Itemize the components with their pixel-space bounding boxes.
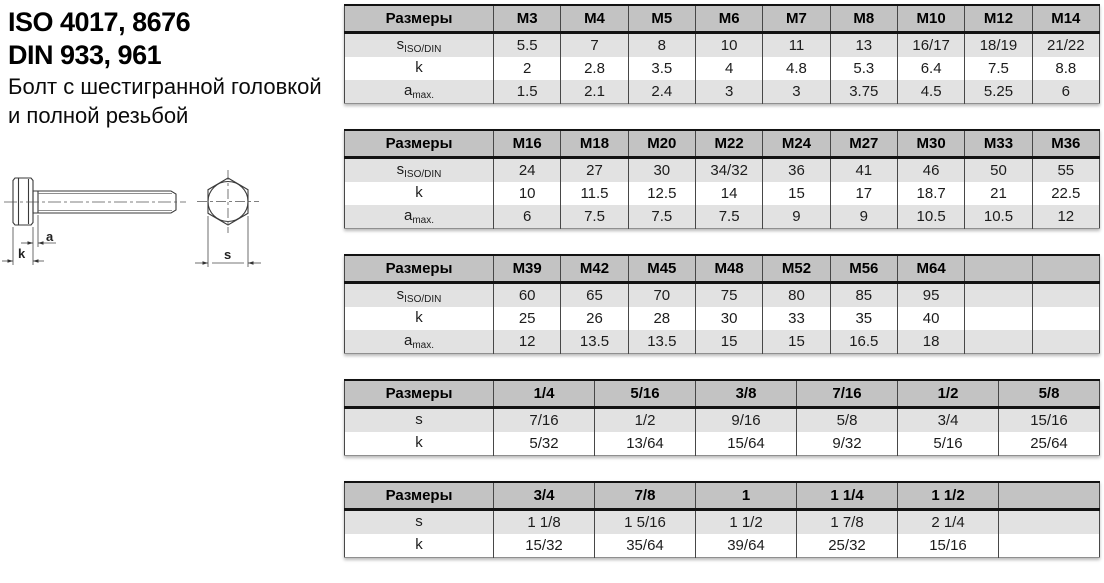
value-cell: 15 [763, 330, 830, 354]
size-column-header: 1 1/4 [797, 482, 898, 510]
value-cell: 8 [628, 33, 695, 58]
dimension-label-s: s [224, 247, 232, 262]
value-cell: 7.5 [695, 205, 762, 229]
table-row [345, 330, 1100, 354]
value-cell: 18.7 [897, 182, 964, 205]
row-label-cell [345, 432, 494, 456]
value-cell: 2 1/4 [898, 510, 999, 535]
size-column-header: 3/4 [494, 482, 595, 510]
value-cell: 18/19 [965, 33, 1032, 58]
dimension-table-1 [344, 4, 1100, 104]
size-column-header: M8 [830, 5, 897, 33]
size-column-header [965, 255, 1032, 283]
value-cell: 30 [695, 307, 762, 330]
value-cell: 12 [494, 330, 561, 354]
value-cell: 25/32 [797, 534, 898, 558]
row-label-symbol: s [415, 513, 423, 530]
row-label-cell [345, 33, 494, 58]
value-cell [1032, 307, 1099, 330]
table-row [345, 432, 1100, 456]
value-cell: 6 [494, 205, 561, 229]
row-label-symbol: s [396, 36, 405, 53]
value-cell: 7.5 [628, 205, 695, 229]
head-centerlines [197, 170, 259, 233]
value-cell: 28 [628, 307, 695, 330]
row-label-cell [345, 182, 494, 205]
value-cell: 9/32 [797, 432, 898, 456]
value-cell: 22.5 [1032, 182, 1099, 205]
table-row [345, 158, 1100, 183]
size-column-header: M16 [494, 130, 561, 158]
value-cell: 15/16 [999, 408, 1100, 433]
value-cell: 33 [763, 307, 830, 330]
value-cell: 80 [763, 283, 830, 308]
table-row [345, 57, 1100, 80]
value-cell: 7.5 [561, 205, 628, 229]
value-cell: 7/16 [494, 408, 595, 433]
size-column-header: 7/8 [595, 482, 696, 510]
value-cell: 16/17 [897, 33, 964, 58]
value-cell: 14 [695, 182, 762, 205]
value-cell: 1 7/8 [797, 510, 898, 535]
value-cell: 2 [494, 57, 561, 80]
value-cell [965, 330, 1032, 354]
value-cell: 1 1/2 [696, 510, 797, 535]
value-cell: 70 [628, 283, 695, 308]
value-cell: 12 [1032, 205, 1099, 229]
row-label-symbol: s [415, 411, 423, 428]
table-row [345, 182, 1100, 205]
value-cell: 6.4 [897, 57, 964, 80]
value-cell: 5/32 [494, 432, 595, 456]
sizes-header-cell: Размеры [345, 380, 494, 408]
size-column-header: M20 [628, 130, 695, 158]
value-cell: 10 [494, 182, 561, 205]
value-cell: 13/64 [595, 432, 696, 456]
value-cell: 30 [628, 158, 695, 183]
standard-iso-title: ISO 4017, 8676 [8, 7, 191, 37]
table-row [345, 534, 1100, 558]
value-cell: 9/16 [696, 408, 797, 433]
value-cell: 12.5 [628, 182, 695, 205]
product-description-line1: Болт с шестигранной головкой [8, 74, 322, 99]
size-column-header: 1/4 [494, 380, 595, 408]
row-label-symbol: a [403, 82, 413, 99]
value-cell: 15/32 [494, 534, 595, 558]
size-column-header: 3/8 [696, 380, 797, 408]
value-cell: 1/2 [595, 408, 696, 433]
dimension-label-k: k [18, 246, 26, 261]
sizes-header-cell: Размеры [345, 255, 494, 283]
table-row [345, 205, 1100, 229]
value-cell: 15/16 [898, 534, 999, 558]
value-cell: 10.5 [965, 205, 1032, 229]
value-cell: 5.5 [494, 33, 561, 58]
size-column-header: M39 [494, 255, 561, 283]
table-row [345, 307, 1100, 330]
value-cell: 16.5 [830, 330, 897, 354]
row-label-cell [345, 330, 494, 354]
value-cell: 11.5 [561, 182, 628, 205]
table-row [345, 283, 1100, 308]
size-column-header: M30 [897, 130, 964, 158]
size-column-header: M42 [561, 255, 628, 283]
row-label-symbol: a [403, 332, 413, 349]
value-cell: 41 [830, 158, 897, 183]
value-cell: 4 [695, 57, 762, 80]
value-cell: 3.75 [830, 80, 897, 104]
value-cell: 3.5 [628, 57, 695, 80]
bolt-technical-drawing [0, 166, 280, 286]
value-cell: 75 [695, 283, 762, 308]
value-cell: 2.1 [561, 80, 628, 104]
value-cell [965, 283, 1032, 308]
dimension-table-4 [344, 379, 1100, 456]
row-label-cell [345, 510, 494, 535]
value-cell: 13.5 [561, 330, 628, 354]
row-label-cell [345, 307, 494, 330]
row-label-subscript: ISO/DIN [404, 294, 442, 305]
value-cell: 7 [561, 33, 628, 58]
value-cell: 21 [965, 182, 1032, 205]
size-column-header: M6 [695, 5, 762, 33]
size-column-header: M12 [965, 5, 1032, 33]
value-cell: 35/64 [595, 534, 696, 558]
value-cell: 15/64 [696, 432, 797, 456]
size-column-header [1032, 255, 1099, 283]
row-label-symbol: s [396, 286, 405, 303]
value-cell [965, 307, 1032, 330]
standard-din-title: DIN 933, 961 [8, 40, 162, 70]
value-cell: 3/4 [898, 408, 999, 433]
size-column-header: M3 [494, 5, 561, 33]
row-label-cell [345, 283, 494, 308]
row-label-symbol: k [415, 309, 423, 326]
row-label-subscript: max. [412, 340, 434, 351]
dimension-table-5 [344, 481, 1100, 558]
row-label-symbol: k [415, 536, 423, 553]
row-label-subscript: ISO/DIN [404, 44, 442, 55]
value-cell: 5/8 [797, 408, 898, 433]
value-cell: 8.8 [1032, 57, 1099, 80]
size-column-header: 5/8 [999, 380, 1100, 408]
value-cell: 9 [830, 205, 897, 229]
value-cell: 5.3 [830, 57, 897, 80]
value-cell [999, 534, 1100, 558]
table-row [345, 33, 1100, 58]
size-column-header: M36 [1032, 130, 1099, 158]
value-cell: 4.8 [763, 57, 830, 80]
value-cell [999, 510, 1100, 535]
size-column-header [999, 482, 1100, 510]
value-cell: 46 [897, 158, 964, 183]
value-cell: 5/16 [898, 432, 999, 456]
value-cell: 13 [830, 33, 897, 58]
value-cell: 17 [830, 182, 897, 205]
value-cell: 26 [561, 307, 628, 330]
value-cell: 50 [965, 158, 1032, 183]
table-row [345, 510, 1100, 535]
value-cell: 2.4 [628, 80, 695, 104]
table-row [345, 408, 1100, 433]
table-header-row [345, 255, 1100, 283]
dimension-label-a: a [46, 229, 54, 244]
value-cell: 25/64 [999, 432, 1100, 456]
size-column-header: M33 [965, 130, 1032, 158]
value-cell: 9 [763, 205, 830, 229]
sizes-header-cell: Размеры [345, 482, 494, 510]
value-cell: 95 [897, 283, 964, 308]
value-cell: 65 [561, 283, 628, 308]
row-label-cell [345, 408, 494, 433]
value-cell: 27 [561, 158, 628, 183]
size-column-header: M24 [763, 130, 830, 158]
row-label-cell [345, 158, 494, 183]
value-cell: 39/64 [696, 534, 797, 558]
size-column-header: M52 [763, 255, 830, 283]
row-label-symbol: a [403, 207, 413, 224]
value-cell: 18 [897, 330, 964, 354]
table-header-row [345, 380, 1100, 408]
value-cell: 85 [830, 283, 897, 308]
size-column-header: M56 [830, 255, 897, 283]
table-header-row [345, 130, 1100, 158]
value-cell: 36 [763, 158, 830, 183]
size-column-header: 1 [696, 482, 797, 510]
value-cell: 1 5/16 [595, 510, 696, 535]
size-column-header: 5/16 [595, 380, 696, 408]
value-cell: 15 [763, 182, 830, 205]
size-column-header: M64 [897, 255, 964, 283]
size-column-header: M5 [628, 5, 695, 33]
size-column-header: M27 [830, 130, 897, 158]
row-label-cell [345, 57, 494, 80]
value-cell: 2.8 [561, 57, 628, 80]
value-cell: 10.5 [897, 205, 964, 229]
value-cell: 40 [897, 307, 964, 330]
sizes-header-cell: Размеры [345, 5, 494, 33]
size-column-header: M18 [561, 130, 628, 158]
size-column-header: M10 [897, 5, 964, 33]
value-cell: 11 [763, 33, 830, 58]
size-column-header: M22 [695, 130, 762, 158]
row-label-symbol: k [415, 59, 423, 76]
size-column-header: M48 [695, 255, 762, 283]
value-cell: 13.5 [628, 330, 695, 354]
value-cell: 6 [1032, 80, 1099, 104]
value-cell [1032, 330, 1099, 354]
row-label-symbol: k [415, 184, 423, 201]
dimension-table-2 [344, 129, 1100, 229]
size-column-header: 1 1/2 [898, 482, 999, 510]
value-cell: 15 [695, 330, 762, 354]
value-cell: 24 [494, 158, 561, 183]
value-cell: 10 [695, 33, 762, 58]
dimension-tables [344, 4, 1100, 583]
size-column-header: M7 [763, 5, 830, 33]
value-cell: 55 [1032, 158, 1099, 183]
product-description-line2: и полной резьбой [8, 103, 189, 128]
row-label-symbol: s [396, 161, 405, 178]
table-header-row [345, 482, 1100, 510]
row-label-subscript: ISO/DIN [404, 169, 442, 180]
dimension-table-3 [344, 254, 1100, 354]
value-cell: 5.25 [965, 80, 1032, 104]
value-cell: 60 [494, 283, 561, 308]
title-block [8, 6, 338, 130]
size-column-header: 7/16 [797, 380, 898, 408]
bolt-side-view [13, 178, 176, 225]
value-cell: 7.5 [965, 57, 1032, 80]
row-label-subscript: max. [412, 215, 434, 226]
table-row [345, 80, 1100, 104]
value-cell: 35 [830, 307, 897, 330]
size-column-header: M4 [561, 5, 628, 33]
value-cell: 3 [695, 80, 762, 104]
sizes-header-cell: Размеры [345, 130, 494, 158]
value-cell: 34/32 [695, 158, 762, 183]
size-column-header: M14 [1032, 5, 1099, 33]
row-label-symbol: k [415, 434, 423, 451]
value-cell: 3 [763, 80, 830, 104]
table-header-row [345, 5, 1100, 33]
value-cell: 1.5 [494, 80, 561, 104]
value-cell: 1 1/8 [494, 510, 595, 535]
row-label-cell [345, 80, 494, 104]
value-cell: 25 [494, 307, 561, 330]
row-label-cell [345, 534, 494, 558]
size-column-header: M45 [628, 255, 695, 283]
value-cell: 4.5 [897, 80, 964, 104]
row-label-cell [345, 205, 494, 229]
value-cell: 21/22 [1032, 33, 1099, 58]
row-label-subscript: max. [412, 90, 434, 101]
size-column-header: 1/2 [898, 380, 999, 408]
value-cell [1032, 283, 1099, 308]
